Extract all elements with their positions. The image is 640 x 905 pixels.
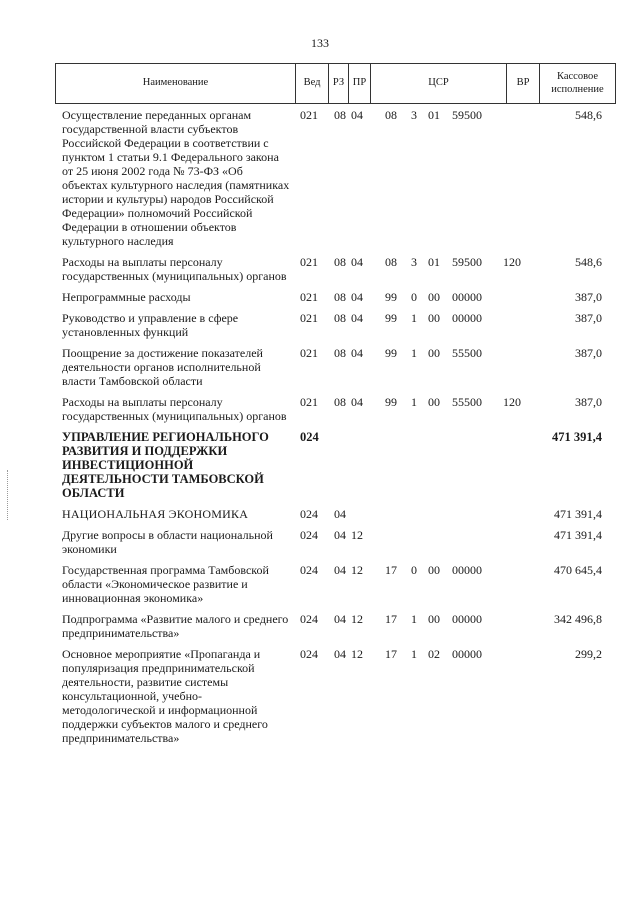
row-pr: 12	[351, 647, 363, 661]
row-amount: 387,0	[575, 311, 602, 325]
row-name: Расходы на выплаты персоналу государственных (муниципальных) органов	[62, 395, 287, 423]
row-pr: 04	[351, 346, 363, 360]
row-c2: 1	[411, 311, 417, 325]
row-pr: 12	[351, 528, 363, 542]
table-row	[55, 290, 616, 304]
row-name: Поощрение за достижение показателей деятельности органов исполнительной власти Тамбовской области	[62, 346, 263, 388]
row-rz: 08	[334, 255, 346, 269]
row-c2: 1	[411, 346, 417, 360]
row-name: НАЦИОНАЛЬНАЯ ЭКОНОМИКА	[62, 507, 249, 521]
table-row	[55, 311, 616, 339]
row-name: Расходы на выплаты персоналу государственных (муниципальных) органов	[62, 255, 287, 283]
row-amount: 471 391,4	[554, 528, 602, 542]
row-pr: 04	[351, 255, 363, 269]
row-rz: 04	[334, 563, 346, 577]
header-pr: ПР	[349, 64, 371, 103]
row-ved: 021	[300, 255, 318, 269]
row-ved: 021	[300, 290, 318, 304]
table-row	[55, 108, 616, 248]
row-ved: 024	[300, 563, 318, 577]
row-c3: 00	[428, 563, 440, 577]
row-c3: 00	[428, 395, 440, 409]
row-c4: 00000	[452, 311, 482, 325]
header-amount: Кассовое исполнение	[551, 71, 604, 95]
row-amount: 387,0	[575, 346, 602, 360]
row-ved: 021	[300, 108, 318, 122]
row-c3: 01	[428, 255, 440, 269]
row-c3: 01	[428, 108, 440, 122]
header-name: Наименование	[56, 64, 296, 103]
row-ved: 024	[300, 430, 319, 444]
row-c1: 99	[385, 290, 397, 304]
row-c1: 08	[385, 255, 397, 269]
row-amount: 470 645,4	[554, 563, 602, 577]
table-row	[55, 647, 616, 745]
header-vr: ВР	[507, 64, 540, 103]
row-c3: 00	[428, 346, 440, 360]
row-c3: 00	[428, 290, 440, 304]
row-rz: 08	[334, 108, 346, 122]
row-c4: 59500	[452, 255, 482, 269]
row-pr: 12	[351, 563, 363, 577]
row-amount: 471 391,4	[552, 430, 602, 444]
row-name: Осуществление переданных органам государственной власти субъектов Российской Федерации в соответствии с пунктом 1 статьи 9.1 Федерального закона от 25 июня 2002 года № 73-ФЗ «Об объектах культурного наследия (памятниках истории и культуры) народов Российской Федерации» полномочий Российской Федерации в отношении объектов культурного наследия	[62, 108, 290, 248]
row-rz: 08	[334, 395, 346, 409]
table-row	[55, 612, 616, 640]
row-c2: 0	[411, 290, 417, 304]
header-csr: ЦСР	[371, 64, 507, 103]
table-header	[55, 63, 616, 104]
row-pr: 12	[351, 612, 363, 626]
row-pr: 04	[351, 311, 363, 325]
row-amount: 387,0	[575, 290, 602, 304]
row-ved: 024	[300, 507, 318, 521]
row-c1: 17	[385, 563, 397, 577]
row-c3: 02	[428, 647, 440, 661]
table-row	[55, 563, 616, 605]
row-c4: 00000	[452, 647, 482, 661]
table-row	[55, 395, 616, 423]
row-rz: 04	[334, 528, 346, 542]
table-body	[55, 108, 616, 752]
row-c4: 55500	[452, 395, 482, 409]
table-row	[55, 346, 616, 388]
row-c2: 0	[411, 563, 417, 577]
row-ved: 024	[300, 612, 318, 626]
row-pr: 04	[351, 108, 363, 122]
row-rz: 08	[334, 346, 346, 360]
row-name: Другие вопросы в области национальной экономики	[62, 528, 273, 556]
row-ved: 021	[300, 395, 318, 409]
table-row	[55, 528, 616, 556]
row-ved: 021	[300, 311, 318, 325]
row-name: Государственная программа Тамбовской области «Экономическое развитие и инновационная экономика»	[62, 563, 269, 605]
page-number: 133	[311, 36, 329, 50]
row-c2: 3	[411, 108, 417, 122]
row-c1: 99	[385, 395, 397, 409]
table-row	[55, 430, 616, 500]
row-rz: 08	[334, 311, 346, 325]
row-amount: 471 391,4	[554, 507, 602, 521]
table-row	[55, 255, 616, 283]
header-rz: РЗ	[329, 64, 349, 103]
row-vr: 120	[503, 395, 521, 409]
row-name: УПРАВЛЕНИЕ РЕГИОНАЛЬНОГО РАЗВИТИЯ И ПОДДЕРЖКИ ИНВЕСТИЦИОННОЙ ДЕЯТЕЛЬНОСТИ ТАМБОВСКОЙ ОБЛАСТИ	[62, 430, 269, 500]
row-pr: 04	[351, 290, 363, 304]
row-c4: 00000	[452, 612, 482, 626]
row-rz: 04	[334, 612, 346, 626]
row-c1: 08	[385, 108, 397, 122]
row-c4: 55500	[452, 346, 482, 360]
row-ved: 024	[300, 528, 318, 542]
row-vr: 120	[503, 255, 521, 269]
row-pr: 04	[351, 395, 363, 409]
row-ved: 021	[300, 346, 318, 360]
table-row	[55, 507, 616, 521]
row-c2: 1	[411, 395, 417, 409]
header-ved: Вед	[296, 64, 329, 103]
row-rz: 04	[334, 647, 346, 661]
row-c4: 00000	[452, 290, 482, 304]
row-c1: 17	[385, 612, 397, 626]
row-name: Непрограммные расходы	[62, 290, 191, 304]
row-c2: 1	[411, 612, 417, 626]
row-rz: 04	[334, 507, 346, 521]
row-name: Основное мероприятие «Пропаганда и популяризация предпринимательской деятельности, развитие системы консультационной, учебно-методологической и информационной поддержки субъектов малого и среднего предпринимательства»	[62, 647, 268, 745]
row-c1: 99	[385, 346, 397, 360]
row-amount: 548,6	[575, 108, 602, 122]
row-c4: 59500	[452, 108, 482, 122]
row-amount: 342 496,8	[554, 612, 602, 626]
row-ved: 024	[300, 647, 318, 661]
row-amount: 299,2	[575, 647, 602, 661]
row-amount: 548,6	[575, 255, 602, 269]
row-amount: 387,0	[575, 395, 602, 409]
row-c2: 1	[411, 647, 417, 661]
row-name: Руководство и управление в сфере установленных функций	[62, 311, 239, 339]
row-c3: 00	[428, 311, 440, 325]
row-name: Подпрограмма «Развитие малого и среднего предпринимательства»	[62, 612, 289, 640]
row-c1: 17	[385, 647, 397, 661]
row-rz: 08	[334, 290, 346, 304]
row-c1: 99	[385, 311, 397, 325]
margin-mark	[7, 470, 10, 520]
row-c2: 3	[411, 255, 417, 269]
row-c3: 00	[428, 612, 440, 626]
row-c4: 00000	[452, 563, 482, 577]
